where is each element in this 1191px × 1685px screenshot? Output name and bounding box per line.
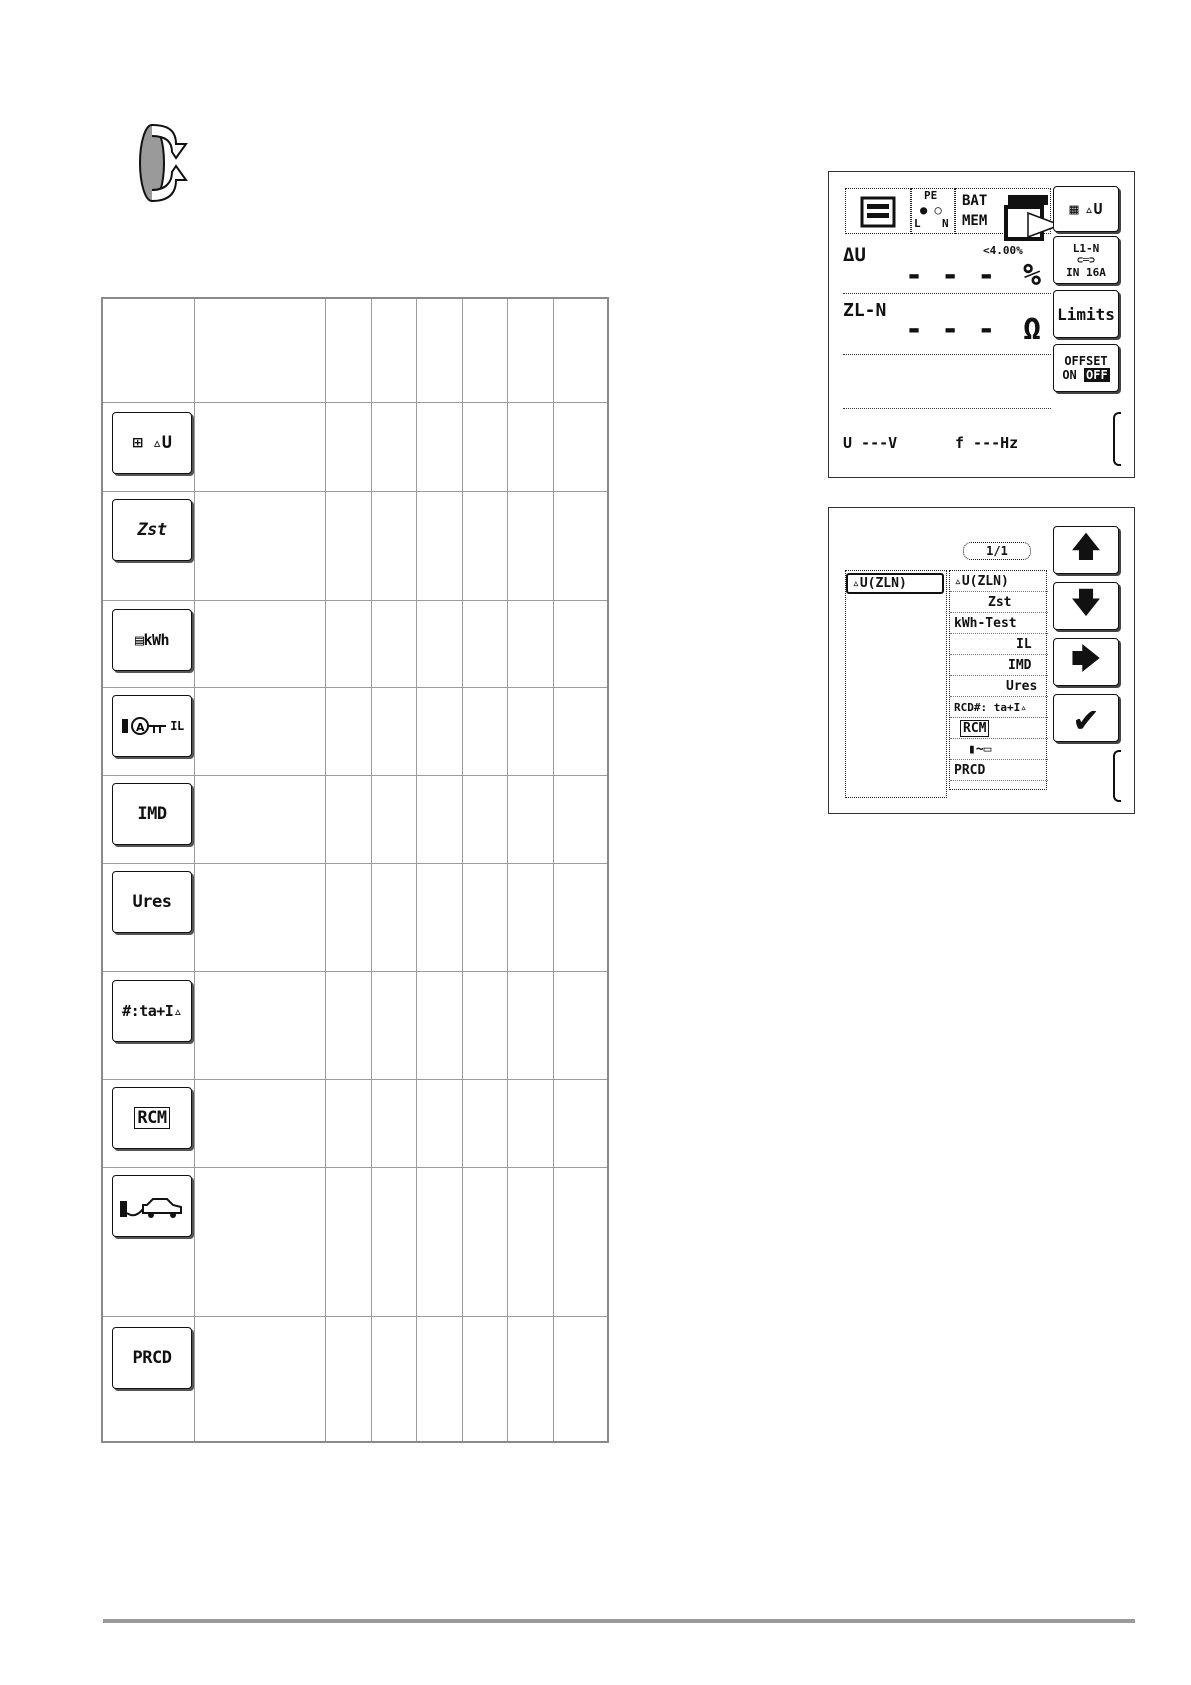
offset-label: OFFSET <box>1064 354 1108 368</box>
voltage-readout: U ---V <box>843 434 898 452</box>
menu-item-label: IMD <box>1008 657 1032 673</box>
menu-item-label: RCM <box>960 720 989 737</box>
prcd-function-label: PRCD <box>132 1348 172 1368</box>
connection-dot-icon: ● ○ <box>920 203 942 217</box>
clamp-meter-icon <box>120 711 170 741</box>
menu-item[interactable] <box>950 697 1048 718</box>
function-du-softkey[interactable] <box>1053 186 1119 232</box>
ures-function-label: Ures <box>132 892 172 912</box>
menu-item[interactable] <box>950 655 1048 676</box>
battery-memory-box <box>955 188 1051 234</box>
selected-function-label: ▵U(ZLN) <box>852 576 907 591</box>
zln-label: ZL-N <box>843 300 887 321</box>
kwh-function-button[interactable] <box>112 609 192 671</box>
enter-submenu-button[interactable] <box>1053 638 1119 686</box>
l1n-softkey[interactable] <box>1053 236 1119 284</box>
mem-label: MEM <box>962 213 988 229</box>
checkmark-icon: ✔ <box>1074 696 1098 740</box>
menu-item-label: ▵U(ZLN) <box>954 573 1009 589</box>
imd-function-label: IMD <box>137 804 167 824</box>
selected-function-list <box>845 570 947 798</box>
prcd-function-button[interactable] <box>112 1327 192 1389</box>
limits-label: Limits <box>1057 304 1115 324</box>
emobility-function-button[interactable] <box>112 1175 192 1237</box>
in-rating-label: IN 16A <box>1066 265 1106 279</box>
page-label: 1/1 <box>986 544 1008 558</box>
footer-rule <box>103 1619 1135 1623</box>
ures-function-button[interactable] <box>112 871 192 933</box>
menu-item[interactable] <box>950 739 1048 760</box>
zst-function-button[interactable] <box>112 499 192 561</box>
menu-item-label: Zst <box>988 594 1012 610</box>
menu-item[interactable] <box>950 592 1048 613</box>
function-table <box>101 297 609 1443</box>
rcd-function-label: #:ta+I▵ <box>122 1002 182 1020</box>
l-label: L <box>914 217 921 230</box>
offset-toggle[interactable] <box>1062 368 1109 382</box>
connection-status <box>911 188 955 234</box>
du-function-label: ⊞ ▵U <box>132 433 172 453</box>
measurement-screen <box>828 171 1135 478</box>
zln-value: - - - <box>905 312 996 347</box>
function-menu-screen <box>828 507 1135 814</box>
l1n-label: L1-N <box>1072 241 1100 255</box>
du-unit: % <box>1023 258 1042 293</box>
meter-header-box <box>845 188 911 234</box>
battery-icon <box>1008 195 1048 205</box>
charging-car-icon <box>117 1191 187 1221</box>
menu-item[interactable] <box>950 571 1048 592</box>
grid-symbol-icon: ▦ <box>1069 200 1079 218</box>
charging-car-icon: ▮~▭ <box>968 741 992 757</box>
confirm-button[interactable] <box>1053 694 1119 742</box>
du-function-button[interactable] <box>112 412 192 474</box>
function-du-softkey-label: ▵U <box>1084 200 1103 218</box>
device-icon <box>858 192 898 232</box>
menu-item-label: PRCD <box>954 762 986 778</box>
zst-function-label: Zst <box>137 520 167 540</box>
menu-item-label: Ures <box>1006 678 1038 694</box>
zln-unit: Ω <box>1023 312 1042 347</box>
rotary-switch-icon <box>130 122 190 204</box>
menu-item[interactable] <box>950 676 1048 697</box>
menu-item[interactable] <box>950 760 1048 781</box>
svg-text:A: A <box>136 721 145 734</box>
selected-function-item[interactable] <box>846 573 944 594</box>
arrow-down-icon: 🡇 <box>1071 586 1101 619</box>
scroll-up-button[interactable] <box>1053 526 1119 574</box>
offset-on-label: ON <box>1062 368 1077 382</box>
du-value: - - - <box>905 258 996 293</box>
rcd-function-button[interactable] <box>112 980 192 1042</box>
menu-item-label: RCD#: ta+I▵ <box>954 700 1027 714</box>
bat-label: BAT <box>962 193 988 209</box>
menu-item[interactable] <box>950 613 1048 634</box>
page-indicator <box>963 542 1031 560</box>
menu-item[interactable] <box>950 634 1048 655</box>
scroll-bracket <box>1113 750 1121 802</box>
il-function-button[interactable] <box>112 695 192 757</box>
limits-softkey[interactable] <box>1053 290 1119 338</box>
pe-label: PE <box>924 189 938 202</box>
kwh-function-label: ▤kWh <box>134 631 170 649</box>
plug-icon: ⊂═⊃ <box>1076 254 1096 266</box>
offset-off-label: OFF <box>1086 368 1108 382</box>
arrow-right-icon: 🡆 <box>1071 642 1101 675</box>
du-label: ΔU <box>843 244 866 266</box>
frequency-readout: f ---Hz <box>955 434 1019 452</box>
n-label: N <box>942 217 949 230</box>
rcm-function-label: RCM <box>134 1107 169 1129</box>
rcm-function-button[interactable] <box>112 1087 192 1149</box>
menu-item-label: IL <box>1016 636 1032 652</box>
function-menu-list <box>949 570 1047 790</box>
offset-softkey[interactable] <box>1053 344 1119 392</box>
scroll-down-button[interactable] <box>1053 582 1119 630</box>
imd-function-button[interactable] <box>112 783 192 845</box>
arrow-up-icon: 🡅 <box>1071 530 1101 563</box>
du-limit: <4.00% <box>983 244 1023 257</box>
menu-item[interactable] <box>950 718 1048 739</box>
il-function-label: IL <box>170 719 184 733</box>
scroll-bracket <box>1113 412 1121 466</box>
menu-item-label: kWh-Test <box>954 615 1017 631</box>
